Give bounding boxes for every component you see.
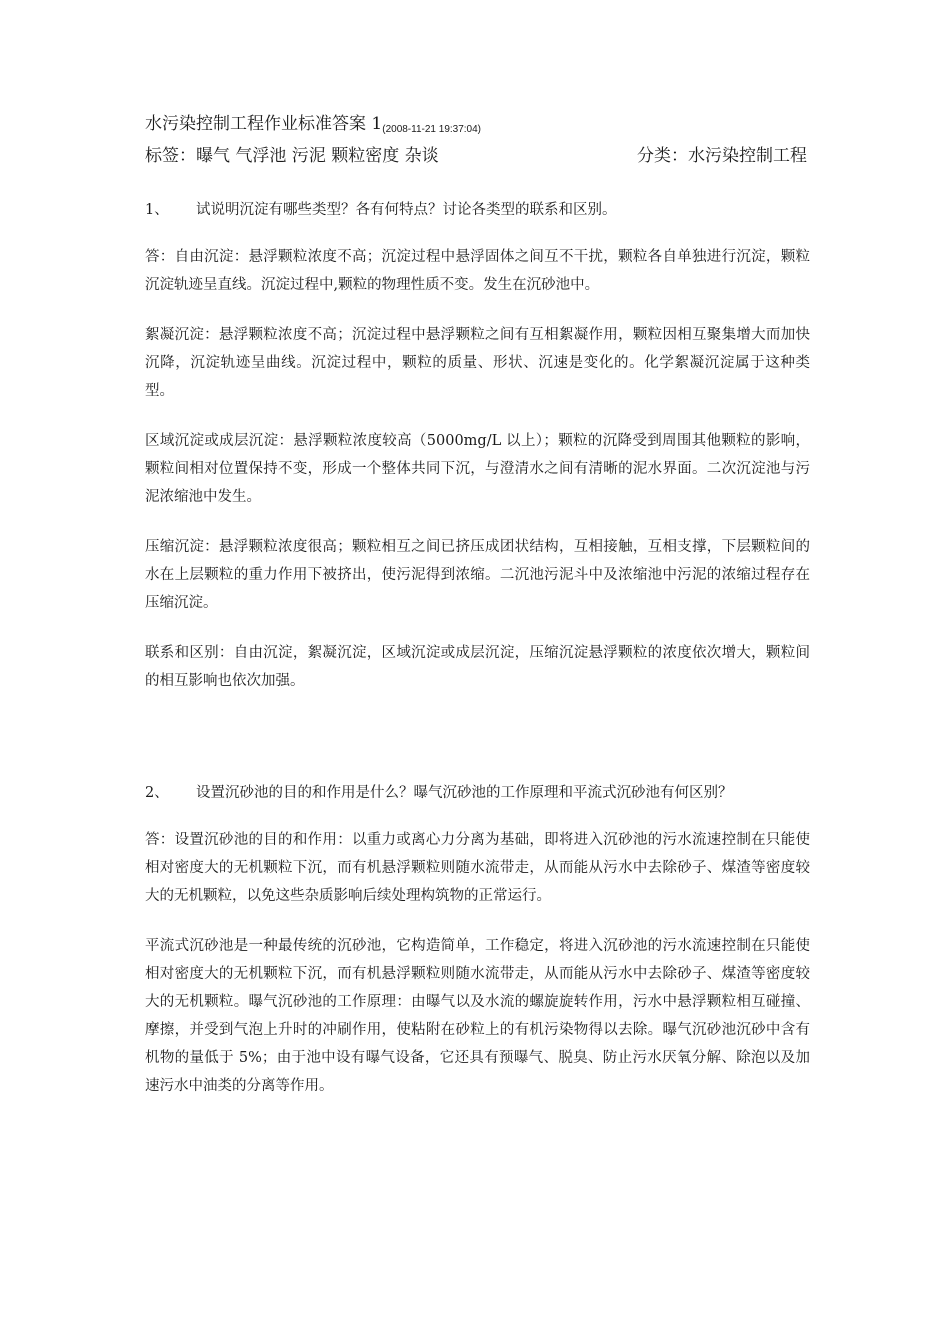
- document-body: [145, 196, 810, 1100]
- question-2: [145, 779, 810, 807]
- question-2-text: 设置沉砂池的目的和作用是什么？曝气沉砂池的工作原理和平流式沉砂池有何区别？: [196, 785, 733, 801]
- category-line: 分类：水污染控制工程: [637, 146, 807, 166]
- document-header: [145, 113, 815, 170]
- document-title-line: [145, 113, 815, 141]
- document-meta: [145, 144, 815, 170]
- question-1: [145, 196, 810, 224]
- answer-1-paragraph: 答：自由沉淀：悬浮颗粒浓度不高；沉淀过程中悬浮固体之间互不干扰，颗粒各自单独进行沉淀，颗粒沉淀轨迹呈直线。沉淀过程中,颗粒的物理性质不变。发生在沉砂池中。: [145, 249, 810, 293]
- document-date: (2008-11-21 19:37:04): [382, 124, 482, 135]
- tags-line: 标签：曝气 气浮池 污泥 颗粒密度 杂谈: [145, 146, 439, 166]
- question-1-number: 1、: [145, 202, 169, 218]
- answer-1-paragraph: 联系和区别：自由沉淀，絮凝沉淀，区域沉淀或成层沉淀，压缩沉淀悬浮颗粒的浓度依次增大，颗粒间的相互影响也依次加强。: [145, 645, 810, 689]
- answer-1-paragraph: 区域沉淀或成层沉淀：悬浮颗粒浓度较高（5000mg/L 以上）；颗粒的沉降受到周围其他颗粒的影响，颗粒间相对位置保持不变，形成一个整体共同下沉，与澄清水之间有清晰的泥水界面。二次沉淀池与污泥浓缩池中发生。: [145, 433, 810, 505]
- answer-2-paragraph: 答：设置沉砂池的目的和作用：以重力或离心力分离为基础，即将进入沉砂池的污水流速控制在只能使相对密度大的无机颗粒下沉，而有机悬浮颗粒则随水流带走，从而能从污水中去除砂子、煤渣等密度较大的无机颗粒，以免这些杂质影响后续处理构筑物的正常运行。: [145, 832, 810, 904]
- document-title: 水污染控制工程作业标准答案 1: [145, 114, 383, 134]
- question-2-number: 2、: [145, 785, 169, 801]
- question-1-text: 试说明沉淀有哪些类型？各有何特点？讨论各类型的联系和区别。: [196, 202, 617, 218]
- answer-2-paragraph: 平流式沉砂池是一种最传统的沉砂池，它构造简单，工作稳定，将进入沉砂池的污水流速控制在只能使相对密度大的无机颗粒下沉，而有机悬浮颗粒则随水流带走，从而能从污水中去除砂子、煤渣等密度较大的无机颗粒。曝气沉砂池的工作原理：由曝气以及水流的螺旋旋转作用，污水中悬浮颗粒相互碰撞、摩擦，并受到气泡上升时的冲刷作用，使粘附在砂粒上的有机污染物得以去除。曝气沉砂池沉砂中含有机物的量低于 5%；由于池中设有曝气设备，它还具有预曝气、脱臭、防止污水厌氧分解、除泡以及加速污水中油类的分离等作用。: [145, 938, 810, 1094]
- answer-1-paragraph: 压缩沉淀：悬浮颗粒浓度很高；颗粒相互之间已挤压成团状结构，互相接触，互相支撑，下层颗粒间的水在上层颗粒的重力作用下被挤出，使污泥得到浓缩。二沉池污泥斗中及浓缩池中污泥的浓缩过程存在压缩沉淀。: [145, 539, 810, 611]
- answer-1-paragraph: 絮凝沉淀：悬浮颗粒浓度不高；沉淀过程中悬浮颗粒之间有互相絮凝作用，颗粒因相互聚集增大而加快沉降，沉淀轨迹呈曲线。沉淀过程中，颗粒的质量、形状、沉速是变化的。化学絮凝沉淀属于这种类型。: [145, 327, 810, 399]
